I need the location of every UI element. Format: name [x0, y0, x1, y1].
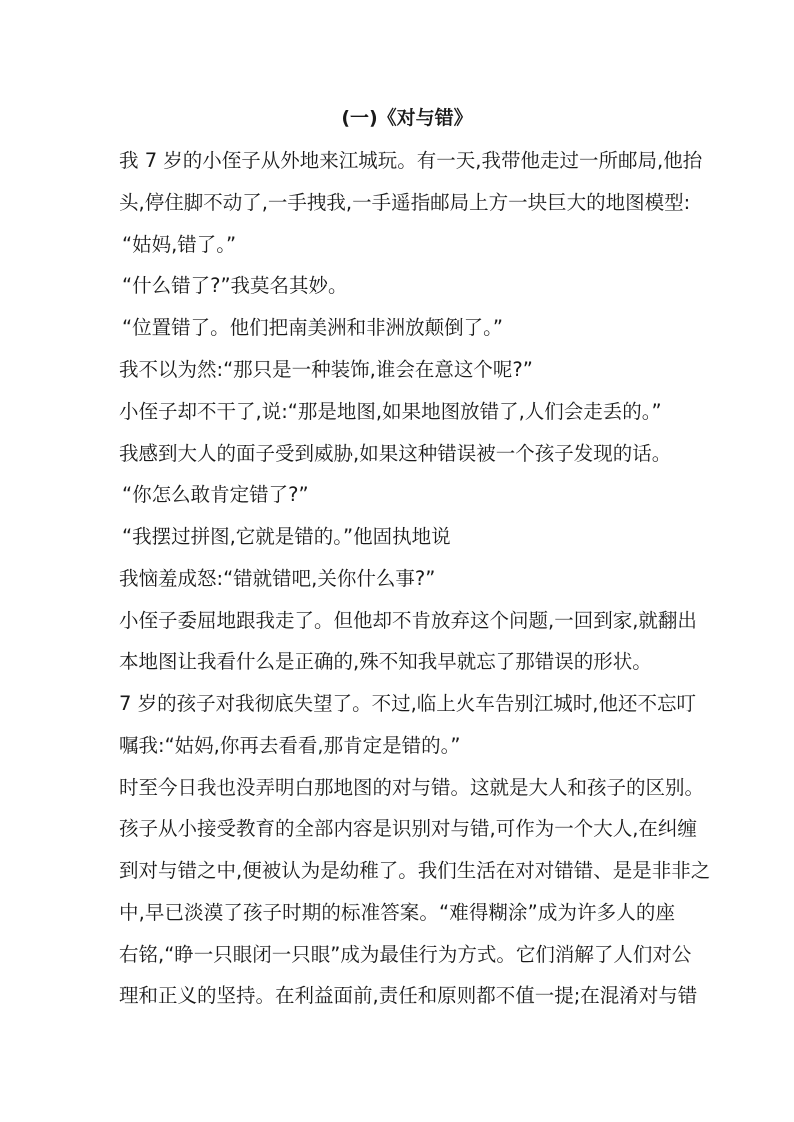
paragraph-line: 中,早已淡漠了孩子时期的标准答案。“难得糊涂”成为许多人的座 [119, 901, 675, 924]
paragraph-line: “什么错了?”我莫名其妙。 [122, 274, 348, 297]
paragraph-line: “你怎么敢肯定错了?” [122, 483, 309, 506]
paragraph-line: “姑妈,错了。” [122, 233, 237, 256]
paragraph-line: 本地图让我看什么是正确的,殊不知我早就忘了那错误的形状。 [119, 650, 652, 673]
paragraph-line: 时至今日我也没弄明白那地图的对与错。这就是大人和孩子的区别。 [119, 776, 705, 799]
paragraph-line: 小侄子却不干了,说:“那是地图,如果地图放错了,人们会走丢的。” [119, 400, 662, 423]
paragraph-line: 理和正义的坚持。在利益面前,责任和原则都不值一提;在混淆对与错 [119, 984, 698, 1007]
paragraph-line: 小侄子委屈地跟我走了。但他却不肯放弃这个问题,一回到家,就翻出 [119, 609, 697, 632]
paragraph-line: 我 7 岁的小侄子从外地来江城玩。有一天,我带他走过一所邮局,他抬 [119, 149, 703, 172]
paragraph-line: 7 岁的孩子对我彻底失望了。不过,临上火车告别江城时,他还不忘叮 [119, 692, 697, 715]
paragraph-line: 我恼羞成怒:“错就错吧,关你什么事?” [119, 567, 436, 590]
paragraph-line: 孩子从小接受教育的全部内容是识别对与错,可作为一个大人,在纠缠 [119, 817, 697, 840]
paragraph-line: “我摆过拼图,它就是错的。”他固执地说 [122, 525, 451, 548]
paragraph-line: 我不以为然:“那只是一种装饰,谁会在意这个呢?” [119, 358, 533, 381]
paragraph-line: 我感到大人的面子受到威胁,如果这种错误被一个孩子发现的话。 [119, 442, 672, 465]
paragraph-line: 头,停住脚不动了,一手拽我,一手遥指邮局上方一块巨大的地图模型: [119, 191, 691, 214]
paragraph-line: 到对与错之中,便被认为是幼稚了。我们生活在对对错错、是是非非之 [119, 859, 711, 882]
paragraph-line: 右铭,“睁一只眼闭一只眼”成为最佳行为方式。它们消解了人们对公 [119, 943, 692, 966]
paragraph-line: 嘱我:“姑妈,你再去看看,那肯定是错的。” [119, 734, 461, 757]
document-title: (一)《对与错》 [341, 107, 473, 129]
paragraph-line: “位置错了。他们把南美洲和非洲放颠倒了。” [122, 316, 503, 339]
